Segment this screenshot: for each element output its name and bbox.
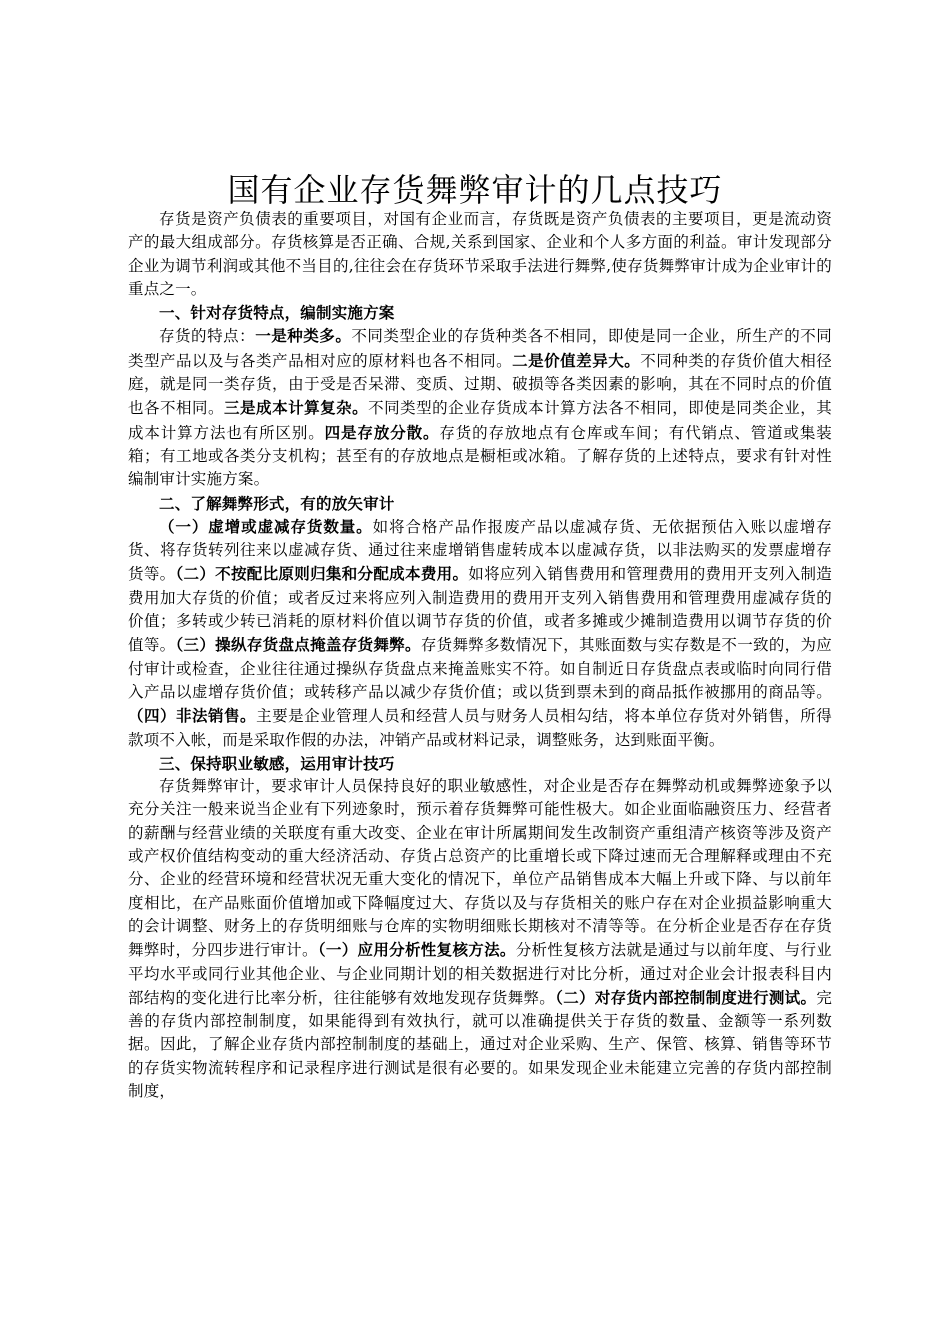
section-1-heading: 一、针对存货特点，编制实施方案 <box>159 303 395 323</box>
section-2-text: 存货舞弊多数情况下，其账面数与实存数是不一致的，为应付审计或检查，企业往往通过操纵存货盘点来掩盖账实不符。如自制近日存货盘点表或临时向同行借入产品以虚增存货价值；或转移产品以减少存货价值；或以货到票未到的商品抵作被挪用的商品等。 <box>128 636 833 701</box>
section-2-point-3: （三）操纵存货盘点掩盖存货舞弊。 <box>175 635 421 655</box>
section-1-text: 不同类型的企业存货成本计算方法各不相同，即使是同类企业，其成本计算方法也有所区别。 <box>128 399 832 442</box>
section-3-point-1: （一）应用分析性复核方法。 <box>317 940 516 960</box>
section-1-point-4: 四是存放分散。 <box>324 422 440 442</box>
section-1-paragraph <box>128 324 832 491</box>
section-2-point-1: （一）虚增或虚减存货数量。 <box>159 516 373 536</box>
section-3-text: 分析性复核方法就是通过与以前年度、与行业平均水平或同行业其他企业、与企业同期计划的相关数据进行对比分析，通过对企业会计报表科目内部结构的变化进行比率分析，往往能够有效地发现存货舞弊。 <box>128 941 832 1007</box>
section-1-point-3: 三是成本计算复杂。 <box>224 398 369 418</box>
section-2-paragraph <box>128 515 832 752</box>
section-1-point-2: 二是价值差异大。 <box>512 350 641 370</box>
section-1-text: 不同种类的存货价值大相径庭，就是同一类存货，由于受是否呆滞、变质、过期、破损等各类因素的影响，其在不同时点的价值也各不相同。 <box>128 351 832 418</box>
section-3-text: 完善的存货内部控制制度，如果能得到有效执行，就可以准确提供关于存货的数量、金额等一系列数据。因此，了解企业存货内部控制制度的基础上，通过对企业采购、生产、保管、核算、销售等环节的存货实物流转程序和记录程序进行测试是很有必要的。如果发现企业未能建立完善的存货内部控制制度， <box>128 988 833 1100</box>
section-3-heading: 三、保持职业敏感，运用审计技巧 <box>159 753 395 773</box>
section-1-point-1: 一是种类多。 <box>255 326 352 346</box>
document-title: 国有企业存货舞弊审计的几点技巧 <box>227 171 723 209</box>
section-1-text: 存货的特点： <box>159 327 256 346</box>
section-2-text: 如将合格产品作报废产品以虚减存货、无依据预估入账以虚增存货、将存货转列往来以虚减存货、通过往来虚增销售虚转成本以虚减存货，以非法购买的发票虚增存货等。 <box>128 517 832 584</box>
section-2-text: 主要是企业管理人员和经营人员与财务人员相勾结，将本单位存货对外销售，所得款项不入帐，而是采取作假的办法，冲销产品或材料记录，调整账务，达到账面平衡。 <box>128 707 832 749</box>
section-2-point-2: （二）不按配比原则归集和分配成本费用。 <box>175 564 469 584</box>
section-3-paragraph <box>128 775 832 1103</box>
section-1-text: 存货的存放地点有仓库或车间；有代销点、管道或集装箱；有工地或各类分支机构；甚至有的存放地点是橱柜或冰箱。了解存货的上述特点，要求有针对性编制审计实施方案。 <box>128 423 832 489</box>
section-2-point-4: （四）非法销售。 <box>128 706 257 726</box>
intro-paragraph: 存货是资产负债表的重要项目，对国有企业而言，存货既是资产负债表的主要项目，更是流动资产的最大组成部分。存货核算是否正确、合规,关系到国家、企业和个人多方面的利益。审计发现部分企业为调节利润或其他不当目的,往往会在存货环节采取手法进行舞弊,使存货舞弊审计成为企业审计的重点之一。 <box>128 210 832 298</box>
section-2-text: 如将应列入销售费用和管理费用的费用开支列入制造费用加大存货的价值；或者反过来将应列入制造费用的费用开支列入销售费用和管理费用虚减存货的价值；多转或少转已消耗的原材料价值以调节存货的价值，或者多摊或少摊制造费用以调节存货的价值等。 <box>128 565 832 655</box>
document-body <box>128 208 832 1103</box>
section-3-point-2: （二）对存货内部控制制度进行测试。 <box>555 987 817 1007</box>
section-1-text: 不同类型企业的存货种类各不相同，即使是同一企业，所生产的不同类型产品以及与各类产品相对应的原材料也各不相同。 <box>128 327 832 370</box>
section-2-heading: 二、了解舞弊形式，有的放矢审计 <box>159 493 395 513</box>
section-3-text: 存货舞弊审计，要求审计人员保持良好的职业敏感性，对企业是否存在舞弊动机或舞弊迹象予以充分关注一般来说当企业有下列迹象时，预示着存货舞弊可能性极大。如企业面临融资压力、经营者的薪酬与经营业绩的关联度有重大改变、企业在审计所属期间发生改制资产重组清产核资等涉及资产或产权价值结构变动的重大经济活动、存货占总资产的比重增长或下降过速而无合理解释或理由不充分、企业的经营环境和经营状况无重大变化的情况下，单位产品销售成本大幅上升或下降、与以前年度相比，在产品账面价值增加或下降幅度过大、存货以及与存货相关的账户存在对企业损益影响重大的会计调整、财务上的存货明细账与仓库的实物明细账长期核对不清等等。在分析企业是否存在存货舞弊时，分四步进行审计。 <box>128 777 832 960</box>
